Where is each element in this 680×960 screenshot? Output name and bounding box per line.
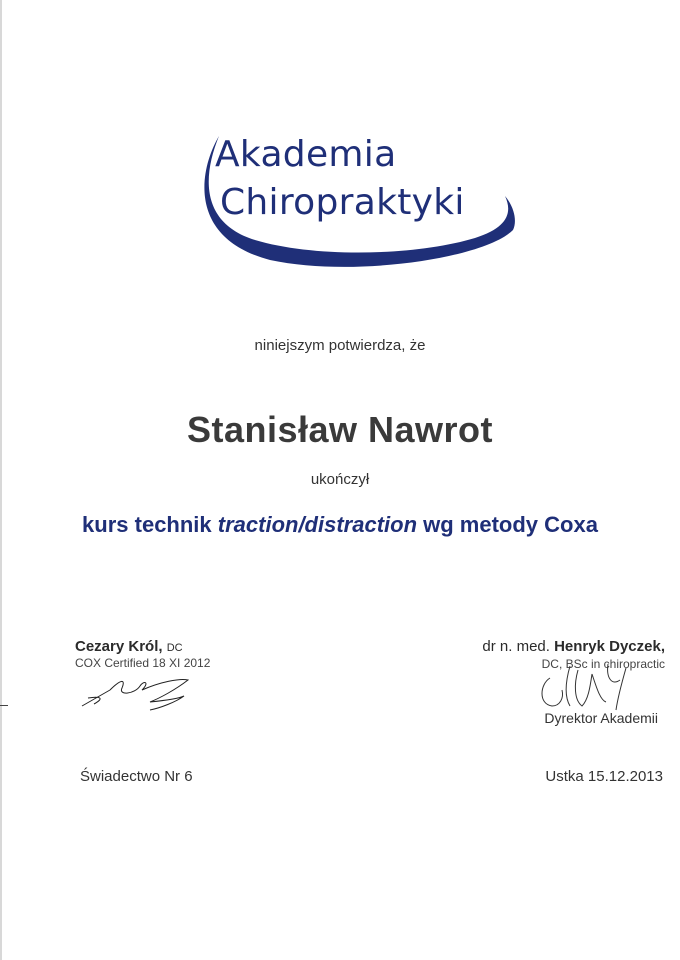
- logo-line-2: Chiropraktyki: [220, 182, 465, 223]
- course-prefix: kurs technik: [82, 512, 218, 537]
- signatory-left: [75, 638, 315, 670]
- signatory-left-suffix: DC: [166, 642, 183, 654]
- signature-left: [80, 668, 200, 713]
- signatory-left-certification: COX Certified 18 XI 2012: [75, 656, 211, 670]
- course-title: [0, 512, 680, 538]
- scan-mark: [0, 705, 8, 706]
- signatory-right-credentials: DC, BSc in chiropractic: [541, 657, 665, 671]
- signatory-right-role: Dyrektor Akademii: [544, 710, 658, 726]
- logo-line-1: Akademia: [215, 134, 397, 175]
- signatory-right-title: dr n. med.: [482, 638, 550, 655]
- academy-logo: [195, 118, 525, 278]
- recipient-name: Stanisław Nawrot: [186, 409, 494, 450]
- signatory-left-name: Cezary Król,: [75, 638, 163, 655]
- course-technique: traction/distraction: [217, 512, 418, 537]
- intro-text: niniejszym potwierdza, że: [254, 337, 426, 354]
- signature-right: [530, 660, 640, 715]
- course-suffix: wg metody Coxa: [417, 512, 598, 537]
- certificate-number: Świadectwo Nr 6: [80, 768, 193, 785]
- completed-text: ukończył: [310, 471, 370, 488]
- signatory-right-name: Henryk Dyczek,: [554, 638, 665, 655]
- place-date: Ustka 15.12.2013: [545, 768, 663, 785]
